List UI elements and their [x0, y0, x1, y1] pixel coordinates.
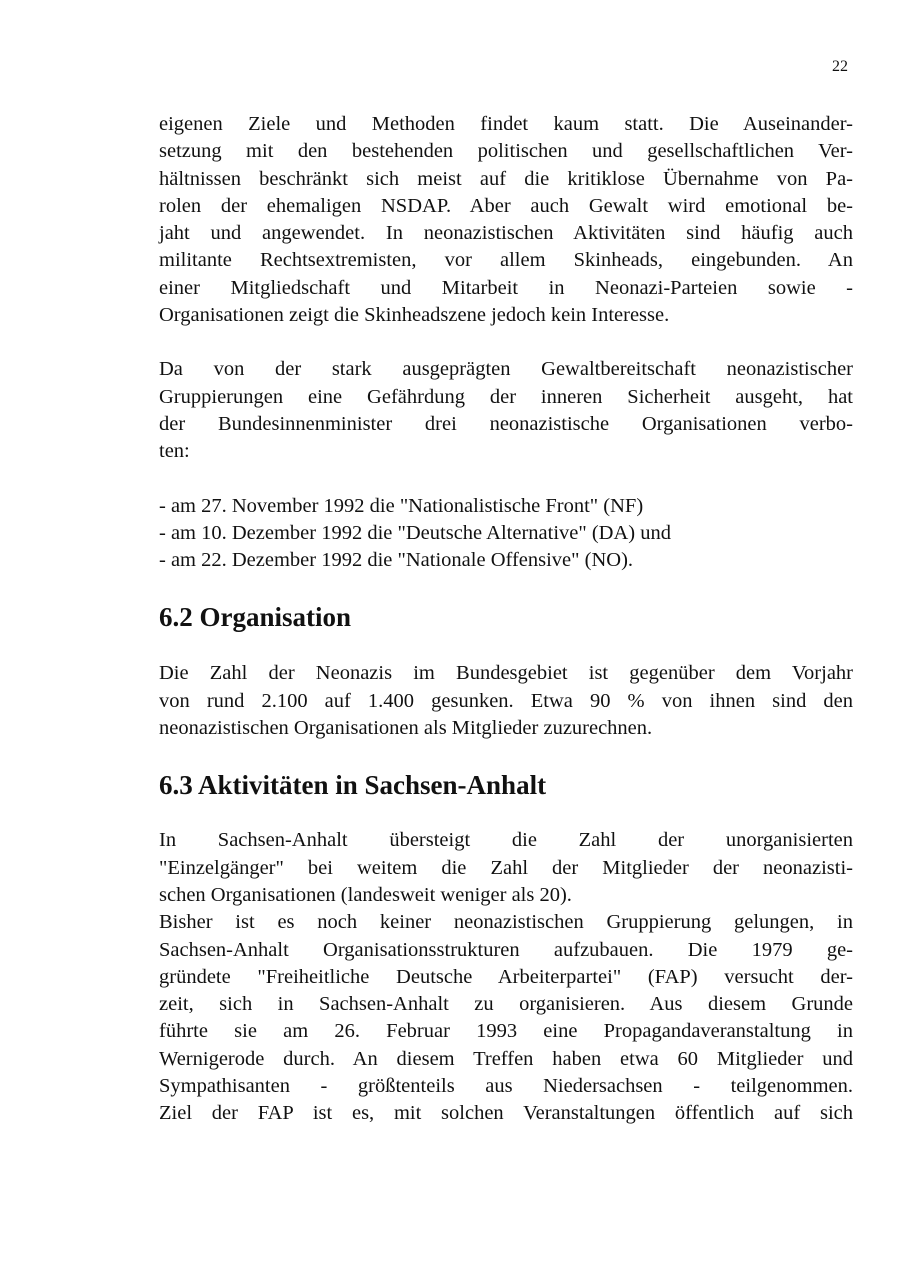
text-line: militante Rechtsextremisten, vor allem Skinheads, eingebunden. An — [159, 249, 853, 272]
text-line: Sachsen-Anhalt Organisationsstrukturen aufzubauen. Die 1979 ge- — [159, 938, 853, 961]
text-line: Wernigerode durch. An diesem Treffen haben etwa 60 Mitglieder und — [159, 1047, 853, 1070]
text-line: gründete "Freiheitliche Deutsche Arbeiterpartei" (FAP) versucht der- — [159, 965, 853, 988]
text-line: Organisationen zeigt die Skinheadszene jedoch kein Interesse. — [159, 304, 670, 327]
text-line: Die Zahl der Neonazis im Bundesgebiet ist gegenüber dem Vorjahr — [159, 662, 853, 685]
paragraph-fap — [159, 909, 853, 1127]
text-line: einer Mitgliedschaft und Mitarbeit in Neonazi-Parteien sowie - — [159, 276, 853, 299]
paragraph-spacer — [159, 329, 853, 356]
text-line: Bisher ist es noch keiner neonazistischen Gruppierung gelungen, in — [159, 911, 853, 934]
section-spacer — [159, 574, 853, 600]
text-line: rolen der ehemaligen NSDAP. Aber auch Gewalt wird emotional be- — [159, 194, 853, 217]
list-item: - am 22. Dezember 1992 die "Nationale Offensive" (NO). — [159, 549, 634, 572]
text-line: hältnissen beschränkt sich meist auf die kritiklose Übernahme von Pa- — [159, 167, 853, 190]
text-line: jaht und angewendet. In neonazistischen Aktivitäten sind häufig auch — [159, 222, 853, 245]
text-line: der Bundesinnenminister drei neonazistische Organisationen verbo- — [159, 412, 853, 435]
text-line: In Sachsen-Anhalt übersteigt die Zahl der unorganisierten — [159, 829, 853, 852]
text-line: neonazistischen Organisationen als Mitglieder zuzurechnen. — [159, 717, 653, 740]
section-spacer — [159, 742, 853, 768]
section-heading-sachsen-anhalt: 6.3 Aktivitäten in Sachsen-Anhalt — [159, 770, 547, 801]
text-line: eigenen Ziele und Methoden findet kaum statt. Die Auseinander- — [159, 113, 853, 135]
text-line: "Einzelgänger" bei weitem die Zahl der Mitglieder der neonazisti- — [159, 856, 853, 879]
text-line: Sympathisanten - größtenteils aus Niedersachsen - teilgenommen. — [159, 1075, 853, 1098]
list-item: - am 27. November 1992 die "Nationalistische Front" (NF) — [159, 494, 644, 517]
text-line: ten: — [159, 440, 190, 463]
ban-list — [159, 493, 853, 575]
section-spacer — [159, 802, 853, 827]
text-line: führte sie am 26. Februar 1993 eine Propagandaveranstaltung in — [159, 1020, 853, 1043]
paragraph-violence-skinheads — [159, 111, 853, 329]
list-item: - am 10. Dezember 1992 die "Deutsche Alternative" (DA) und — [159, 521, 671, 544]
text-line: Da von der stark ausgeprägten Gewaltbereitschaft neonazistischer — [159, 358, 853, 381]
text-line: schen Organisationen (landesweit weniger als 20). — [159, 883, 572, 906]
paragraph-einzelgaenger — [159, 827, 853, 909]
document-body — [159, 111, 853, 1128]
text-line: von rund 2.100 auf 1.400 gesunken. Etwa 90 % von ihnen sind den — [159, 689, 853, 712]
paragraph-neonazi-count — [159, 660, 853, 742]
text-line: setzung mit den bestehenden politischen und gesellschaftlichen Ver- — [159, 140, 853, 163]
section-spacer — [159, 634, 853, 660]
text-line: Gruppierungen eine Gefährdung der inneren Sicherheit ausgeht, hat — [159, 385, 853, 408]
page-number: 22 — [832, 58, 848, 75]
text-line: zeit, sich in Sachsen-Anhalt zu organisieren. Aus diesem Grunde — [159, 993, 853, 1016]
paragraph-organisation-bans — [159, 356, 853, 465]
paragraph-spacer — [159, 466, 853, 493]
text-line: Ziel der FAP ist es, mit solchen Veranstaltungen öffentlich auf sich — [159, 1102, 853, 1125]
section-heading-organisation: 6.2 Organisation — [159, 602, 352, 633]
